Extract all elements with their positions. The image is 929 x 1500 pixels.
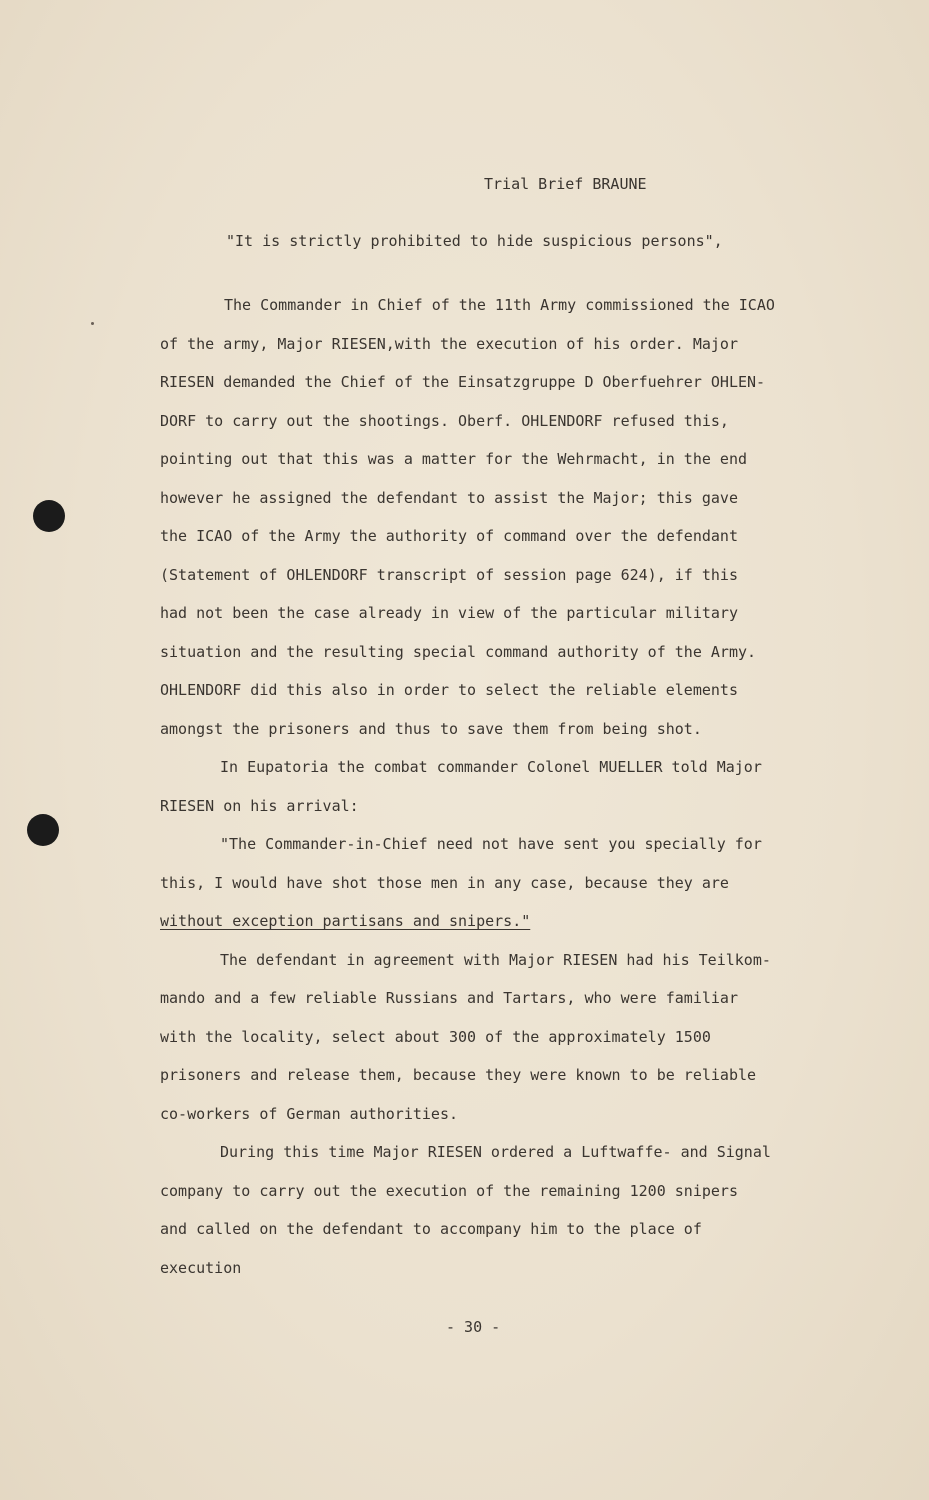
text-line: RIESEN demanded the Chief of the Einsatzgruppe D Oberfuehrer OHLEN- [160, 373, 766, 391]
paper-speck [91, 322, 94, 325]
text-line: co-workers of German authorities. [160, 1104, 459, 1123]
text-line: this, I would have shot those men in any case, because they are [160, 873, 729, 892]
body-text [160, 286, 810, 1287]
text-line: pointing out that this was a matter for the Wehrmacht, in the end [160, 450, 747, 468]
text-line: however he assigned the defendant to assist the Major; this gave [160, 488, 738, 507]
text-line: and called on the defendant to accompany him to the place of [160, 1220, 702, 1238]
text-line: execution [160, 1258, 242, 1277]
document-header: Trial Brief BRAUNE [484, 175, 647, 193]
text-line: DORF to carry out the shootings. Oberf. OHLENDORF refused this, [160, 411, 729, 430]
text-line: of the army, Major RIESEN,with the execution of his order. Major [160, 334, 738, 353]
text-line: mando and a few reliable Russians and Tartars, who were familiar [160, 989, 738, 1007]
underlined-quote-line: without exception partisans and snipers." [160, 912, 531, 930]
text-line: prisoners and release them, because they were known to be reliable [160, 1066, 757, 1084]
text-line: In Eupatoria the combat commander Colonel MUELLER told Major [220, 758, 762, 776]
quoted-order: "It is strictly prohibited to hide suspicious persons", [226, 232, 723, 250]
text-line: had not been the case already in view of the particular military [160, 604, 738, 622]
page-number: - 30 - [446, 1318, 501, 1336]
text-line: with the locality, select about 300 of the approximately 1500 [160, 1027, 711, 1046]
text-line: company to carry out the execution of the remaining 1200 snipers [160, 1181, 738, 1200]
text-line: RIESEN on his arrival: [160, 796, 359, 815]
text-line: situation and the resulting special command authority of the Army. [160, 642, 757, 661]
text-line: "The Commander-in-Chief need not have sent you specially for [220, 835, 762, 853]
text-line: the ICAO of the Army the authority of command over the defendant [160, 527, 738, 545]
text-line: During this time Major RIESEN ordered a Luftwaffe- and Signal [220, 1143, 771, 1161]
text-line: amongst the prisoners and thus to save them from being shot. [160, 719, 702, 738]
text-line: The defendant in agreement with Major RIESEN had his Teilkom- [220, 950, 771, 969]
punch-hole [27, 814, 59, 846]
text-line: OHLENDORF did this also in order to select the reliable elements [160, 681, 738, 699]
punch-hole [33, 500, 65, 532]
text-line: (Statement of OHLENDORF transcript of session page 624), if this [160, 565, 738, 584]
text-line: The Commander in Chief of the 11th Army commissioned the ICAO [224, 296, 775, 314]
